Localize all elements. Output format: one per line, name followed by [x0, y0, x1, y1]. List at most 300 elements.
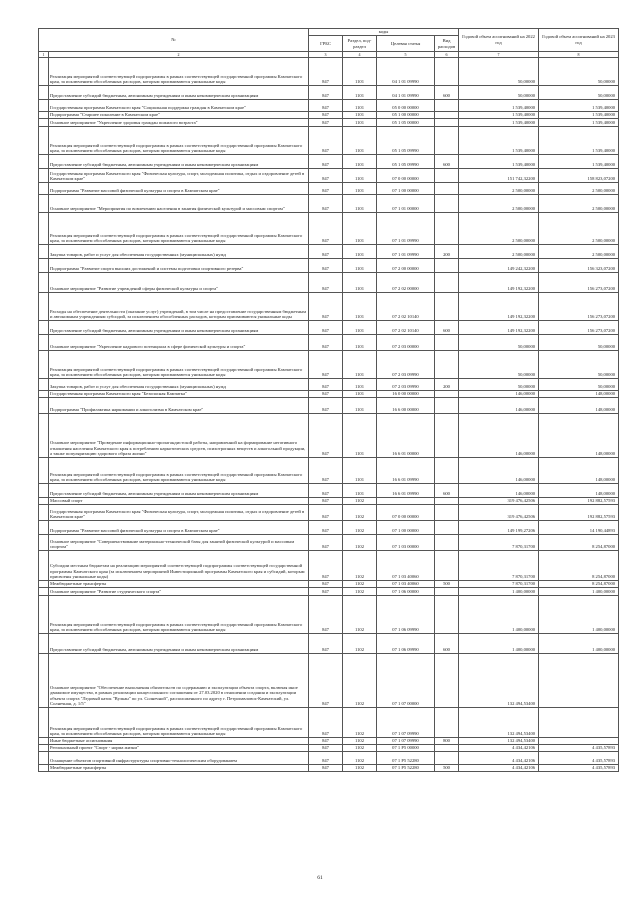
row-name-cell: Субсидии местным бюджетам на реализацию мероприятий соответствующей подпрограммы соответствующей государственной программы Камчатского края (за исключением мероприятий Инвестиционной программы Камчатского края и субсидий, которым присвоены уникальные коды) — [49, 551, 309, 581]
header-target: Целевая статья — [377, 36, 435, 52]
row-number-cell — [39, 391, 49, 398]
row-name-cell: Межбюджетные трансферты — [49, 581, 309, 588]
row-grbs-cell: 847 — [309, 498, 343, 505]
row-expense-type-cell — [435, 127, 459, 155]
row-volume-2023-cell — [539, 708, 619, 738]
row-name-cell: Основное мероприятие "Обеспечение выполнения обязательств по содержанию и эксплуатации объекта спорта, включая иное движимое имущество, в рамках реализации концессионного соглашения от 27.03.2020 в отношении создания и эксплуатации объекта спорта "Ледовый каток "Вулкан" по ул. Солнечной", расположенного по адресу г. Петропавловск-Камчатский, ул. Солнечная, д. 1/5" — [49, 654, 309, 708]
row-name-cell: Региональный проект "Спорт - норма жизни" — [49, 745, 309, 752]
row-number-cell — [39, 738, 49, 745]
row-volume-2022-cell: 132 494,53400 — [459, 708, 539, 738]
row-section-cell: 1101 — [343, 273, 377, 293]
row-grbs-cell: 847 — [309, 596, 343, 634]
row-volume-2023-cell: 1 539,40000 — [539, 127, 619, 155]
row-expense-type-cell — [435, 273, 459, 293]
row-name-cell: Основное мероприятие "Развитие студенческого спорта" — [49, 588, 309, 596]
row-volume-2023-cell: 2 500,00000 — [539, 213, 619, 245]
row-section-cell: 1101 — [343, 321, 377, 335]
row-name-cell: Массовый спорт — [49, 498, 309, 505]
row-name-cell: Предоставление субсидий бюджетным, автономным учреждениям и иным некоммерческим организациям — [49, 321, 309, 335]
row-volume-2022-cell: 149 242,32200 — [459, 259, 539, 273]
table-row — [39, 708, 619, 738]
row-expense-type-cell — [435, 259, 459, 273]
row-target-cell: 07 2 02 00000 — [377, 273, 435, 293]
row-volume-2023-cell: 50,00000 — [539, 58, 619, 86]
row-volume-2022-cell: 4 434,42106 — [459, 765, 539, 772]
row-number-cell — [39, 634, 49, 654]
row-number-cell — [39, 505, 49, 521]
row-grbs-cell: 847 — [309, 551, 343, 581]
row-grbs-cell: 847 — [309, 708, 343, 738]
row-volume-2023-cell: 1 539,40000 — [539, 112, 619, 119]
row-name-cell: Предоставление субсидий бюджетным, автономным учреждениям и иным некоммерческим организациям — [49, 634, 309, 654]
row-target-cell: 07 0 00 00000 — [377, 169, 435, 183]
row-expense-type-cell — [435, 708, 459, 738]
row-grbs-cell: 847 — [309, 58, 343, 86]
row-expense-type-cell — [435, 498, 459, 505]
table-row — [39, 213, 619, 245]
row-expense-type-cell: 600 — [435, 155, 459, 169]
row-number-cell — [39, 119, 49, 127]
row-expense-type-cell — [435, 505, 459, 521]
row-target-cell: 07 2 02 10140 — [377, 293, 435, 321]
row-volume-2023-cell: 2 500,00000 — [539, 195, 619, 213]
row-number-cell — [39, 58, 49, 86]
row-grbs-cell: 847 — [309, 321, 343, 335]
table-row — [39, 112, 619, 119]
row-name-cell: Основное мероприятие "Мероприятия по вовлечению населения в занятия физической культурой и массовым спортом" — [49, 195, 309, 213]
table-row — [39, 535, 619, 551]
table-row — [39, 169, 619, 183]
row-expense-type-cell: 600 — [435, 634, 459, 654]
row-volume-2022-cell: 132 494,53400 — [459, 654, 539, 708]
row-expense-type-cell — [435, 521, 459, 535]
row-name-cell: Государственная программа Камчатского края "Безопасная Камчатка" — [49, 391, 309, 398]
row-section-cell: 1101 — [343, 458, 377, 484]
row-name-cell: Подпрограмма "Развитие спорта высших достижений и системы подготовки спортивного резерва" — [49, 259, 309, 273]
row-target-cell: 07 1 03 40060 — [377, 581, 435, 588]
row-name-cell: Реализация мероприятий соответствующей подпрограммы в рамках соответствующей государственной программы Камчатского края, за исключением обособленных расходов, которым присваиваются уникальные коды — [49, 58, 309, 86]
row-volume-2023-cell: 192 882,57593 — [539, 505, 619, 521]
header-section: Раздел, под-раздел — [343, 36, 377, 52]
row-target-cell: 16 6 01 00000 — [377, 414, 435, 458]
row-grbs-cell: 847 — [309, 414, 343, 458]
row-volume-2022-cell: 7 870,31700 — [459, 551, 539, 581]
row-expense-type-cell: 600 — [435, 86, 459, 100]
row-volume-2023-cell: 156 273,07200 — [539, 273, 619, 293]
row-volume-2022-cell: 1 539,40000 — [459, 119, 539, 127]
row-name-cell: Основное мероприятие "Развитие учреждений сферы физической культуры и спорта" — [49, 273, 309, 293]
row-number-cell — [39, 100, 49, 112]
row-grbs-cell: 847 — [309, 745, 343, 752]
row-grbs-cell: 847 — [309, 155, 343, 169]
row-volume-2022-cell: 146,00000 — [459, 484, 539, 498]
row-grbs-cell: 847 — [309, 535, 343, 551]
row-name-cell: Предоставление субсидий бюджетным, автономным учреждениям и иным некоммерческим организациям — [49, 86, 309, 100]
row-target-cell: 07 1 00 00000 — [377, 521, 435, 535]
row-section-cell: 1101 — [343, 379, 377, 391]
row-section-cell: 1102 — [343, 535, 377, 551]
row-grbs-cell: 847 — [309, 588, 343, 596]
row-section-cell: 1102 — [343, 596, 377, 634]
header-volume-2023: Годовой объем ассигнований на 2023 год — [539, 29, 619, 52]
row-volume-2022-cell: 7 870,31700 — [459, 535, 539, 551]
row-volume-2022-cell: 1 539,40000 — [459, 155, 539, 169]
row-target-cell: 07 2 03 09990 — [377, 351, 435, 379]
row-volume-2022-cell: 1 400,00000 — [459, 588, 539, 596]
row-volume-2022-cell: 1 400,00000 — [459, 596, 539, 634]
index-cell: 3 — [309, 52, 343, 58]
row-name-cell: Предоставление субсидий бюджетным, автономным учреждениям и иным некоммерческим организациям — [49, 484, 309, 498]
row-volume-2023-cell: 1 539,40000 — [539, 155, 619, 169]
row-section-cell: 1101 — [343, 127, 377, 155]
row-name-cell: Подпрограмма "Старшее поколение в Камчатском крае" — [49, 112, 309, 119]
row-name-cell: Государственная программа Камчатского края "Социальная поддержка граждан в Камчатском крае" — [49, 100, 309, 112]
row-grbs-cell: 847 — [309, 752, 343, 765]
row-volume-2023-cell: 2 500,00000 — [539, 245, 619, 259]
row-volume-2022-cell: 4 434,42106 — [459, 752, 539, 765]
row-target-cell: 07 2 00 00000 — [377, 259, 435, 273]
row-section-cell: 1102 — [343, 521, 377, 535]
row-section-cell: 1102 — [343, 654, 377, 708]
row-volume-2022-cell: 149 199,27206 — [459, 521, 539, 535]
row-volume-2023-cell: 1 400,00000 — [539, 634, 619, 654]
row-grbs-cell: 847 — [309, 195, 343, 213]
row-expense-type-cell: 200 — [435, 379, 459, 391]
table-row — [39, 458, 619, 484]
row-expense-type-cell — [435, 112, 459, 119]
row-grbs-cell: 847 — [309, 183, 343, 195]
page-number: 61 — [317, 875, 323, 881]
row-volume-2023-cell: 14 190,44893 — [539, 521, 619, 535]
row-target-cell: 16 6 01 09990 — [377, 484, 435, 498]
table-row — [39, 596, 619, 634]
table-row — [39, 379, 619, 391]
table-row — [39, 745, 619, 752]
index-cell: 1 — [39, 52, 49, 58]
row-name-cell: Государственная программа Камчатского края "Физическая культура, спорт, молодежная политика, отдых и оздоровление детей в Камчатском крае" — [49, 169, 309, 183]
row-name-cell: Реализация мероприятий соответствующей подпрограммы в рамках соответствующей государственной программы Камчатского края, за исключением обособленных расходов, которым присваиваются уникальные коды — [49, 351, 309, 379]
row-section-cell: 1101 — [343, 213, 377, 245]
row-target-cell — [377, 498, 435, 505]
row-volume-2023-cell: 148,00000 — [539, 391, 619, 398]
row-number-cell — [39, 654, 49, 708]
row-number-cell — [39, 535, 49, 551]
row-volume-2022-cell: 50,00000 — [459, 351, 539, 379]
row-volume-2023-cell: 2 500,00000 — [539, 183, 619, 195]
row-target-cell: 07 1 01 09990 — [377, 213, 435, 245]
row-number-cell — [39, 293, 49, 321]
row-volume-2023-cell: 158 823,07200 — [539, 169, 619, 183]
row-section-cell: 1101 — [343, 398, 377, 414]
row-grbs-cell: 847 — [309, 521, 343, 535]
row-target-cell: 16 0 00 00000 — [377, 391, 435, 398]
row-name-cell: Основное мероприятие "Проведение информационно-пропагандистской работы, направленной на формирование негативного отношения населения Камчатского края к потреблению наркотических средств, психотропных веществ и алкогольной продукции, а также популяризацию здорового образа жизни" — [49, 414, 309, 458]
table-row — [39, 765, 619, 772]
row-expense-type-cell — [435, 551, 459, 581]
row-number-cell — [39, 398, 49, 414]
row-section-cell: 1101 — [343, 119, 377, 127]
row-volume-2022-cell: 149 192,32200 — [459, 273, 539, 293]
row-volume-2022-cell: 4 434,42106 — [459, 745, 539, 752]
row-grbs-cell: 847 — [309, 738, 343, 745]
row-expense-type-cell — [435, 119, 459, 127]
row-grbs-cell: 847 — [309, 765, 343, 772]
row-target-cell: 07 0 00 00000 — [377, 505, 435, 521]
row-name-cell: Закупка товаров, работ и услуг для обеспечения государственных (муниципальных) нужд — [49, 379, 309, 391]
row-name-cell: Основное мероприятие "Укрепление здоровья граждан пожилого возраста" — [49, 119, 309, 127]
row-number-cell — [39, 521, 49, 535]
row-volume-2022-cell: 151 742,32200 — [459, 169, 539, 183]
row-volume-2023-cell: 192 882,57593 — [539, 498, 619, 505]
row-number-cell — [39, 335, 49, 351]
row-number-cell — [39, 112, 49, 119]
row-section-cell: 1101 — [343, 155, 377, 169]
table-row — [39, 505, 619, 521]
row-number-cell — [39, 379, 49, 391]
budget-table — [38, 28, 619, 772]
row-target-cell: 07 1 06 09990 — [377, 596, 435, 634]
row-target-cell: 07 1 P5 52280 — [377, 765, 435, 772]
row-expense-type-cell — [435, 100, 459, 112]
row-name-cell: Подпрограмма "Развитие массовой физической культуры и спорта в Камчатском крае" — [49, 183, 309, 195]
row-name-cell: Реализация мероприятий соответствующей подпрограммы в рамках соответствующей государственной программы Камчатского края, за исключением обособленных расходов, которым присваиваются уникальные коды — [49, 458, 309, 484]
row-volume-2023-cell: 148,00000 — [539, 484, 619, 498]
row-volume-2022-cell: 50,00000 — [459, 58, 539, 86]
table-row — [39, 119, 619, 127]
row-section-cell: 1102 — [343, 551, 377, 581]
row-volume-2023-cell: 8 254,87000 — [539, 581, 619, 588]
row-target-cell: 07 1 03 00000 — [377, 535, 435, 551]
row-target-cell: 04 1 01 09990 — [377, 58, 435, 86]
row-section-cell: 1102 — [343, 738, 377, 745]
row-target-cell: 07 1 P5 00000 — [377, 745, 435, 752]
row-expense-type-cell — [435, 654, 459, 708]
table-row — [39, 245, 619, 259]
row-section-cell: 1101 — [343, 351, 377, 379]
table-row — [39, 127, 619, 155]
row-target-cell: 07 1 07 09990 — [377, 738, 435, 745]
row-section-cell: 1101 — [343, 169, 377, 183]
table-row — [39, 183, 619, 195]
table-row — [39, 414, 619, 458]
table-row — [39, 498, 619, 505]
table-row — [39, 351, 619, 379]
row-target-cell: 07 1 07 09990 — [377, 708, 435, 738]
row-number-cell — [39, 195, 49, 213]
table-row — [39, 654, 619, 708]
row-number-cell — [39, 86, 49, 100]
row-expense-type-cell: 500 — [435, 765, 459, 772]
row-expense-type-cell — [435, 213, 459, 245]
row-section-cell: 1101 — [343, 414, 377, 458]
row-target-cell: 04 1 01 09990 — [377, 86, 435, 100]
row-target-cell: 07 1 01 09990 — [377, 245, 435, 259]
row-expense-type-cell — [435, 745, 459, 752]
row-number-cell — [39, 551, 49, 581]
row-number-cell — [39, 169, 49, 183]
row-grbs-cell: 847 — [309, 293, 343, 321]
row-expense-type-cell — [435, 588, 459, 596]
row-number-cell — [39, 708, 49, 738]
row-name-cell: Основное мероприятие "Совершенствование материально-технической базы для занятий физической культурой и массовым спортом" — [49, 535, 309, 551]
header-codes: коды — [309, 29, 459, 36]
row-expense-type-cell — [435, 391, 459, 398]
row-number-cell — [39, 588, 49, 596]
row-volume-2023-cell: 4 435,57893 — [539, 765, 619, 772]
row-grbs-cell: 847 — [309, 273, 343, 293]
row-name-cell: Реализация мероприятий соответствующей подпрограммы в рамках соответствующей государственной программы Камчатского края, за исключением обособленных расходов, которым присваиваются уникальные коды — [49, 596, 309, 634]
row-grbs-cell: 847 — [309, 245, 343, 259]
row-expense-type-cell: 600 — [435, 484, 459, 498]
row-volume-2023-cell: 4 435,57893 — [539, 752, 619, 765]
table-row — [39, 195, 619, 213]
row-grbs-cell: 847 — [309, 391, 343, 398]
row-grbs-cell: 847 — [309, 335, 343, 351]
row-volume-2022-cell: 146,00000 — [459, 414, 539, 458]
row-section-cell: 1101 — [343, 86, 377, 100]
row-number-cell — [39, 414, 49, 458]
row-target-cell: 07 1 01 00000 — [377, 195, 435, 213]
row-volume-2022-cell: 2 500,00000 — [459, 213, 539, 245]
row-target-cell: 07 1 07 00000 — [377, 654, 435, 708]
row-grbs-cell: 847 — [309, 169, 343, 183]
header-expense-type: Вид расходов — [435, 36, 459, 52]
row-volume-2023-cell: 156 273,07200 — [539, 293, 619, 321]
row-number-cell — [39, 484, 49, 498]
row-name-cell: Закупка товаров, работ и услуг для обеспечения государственных (муниципальных) нужд — [49, 245, 309, 259]
row-section-cell: 1101 — [343, 484, 377, 498]
row-expense-type-cell — [435, 58, 459, 86]
row-name-cell: Расходы на обеспечение деятельности (оказание услуг) учреждений, в том числе на предоставление государственным бюджетным и автономным учреждениям субсидий, за исключением обособленных расходов, которым присваиваются уникальные коды — [49, 293, 309, 321]
row-number-cell — [39, 752, 49, 765]
row-expense-type-cell — [435, 596, 459, 634]
row-target-cell: 16 6 01 09990 — [377, 458, 435, 484]
table-row — [39, 484, 619, 498]
row-volume-2022-cell: 149 192,32200 — [459, 293, 539, 321]
row-name-cell: Основное мероприятие "Укрепление кадрового потенциала в сфере физической культуры и спорта" — [49, 335, 309, 351]
row-volume-2023-cell: 8 254,87000 — [539, 551, 619, 581]
header-number: № — [39, 29, 309, 52]
row-volume-2022-cell: 319 476,42506 — [459, 498, 539, 505]
row-grbs-cell: 847 — [309, 484, 343, 498]
row-expense-type-cell — [435, 398, 459, 414]
row-section-cell: 1102 — [343, 752, 377, 765]
row-name-cell: Предоставление субсидий бюджетным, автономным учреждениям и иным некоммерческим организациям — [49, 155, 309, 169]
row-name-cell: Иные бюджетные ассигнования — [49, 738, 309, 745]
row-grbs-cell: 847 — [309, 86, 343, 100]
row-volume-2022-cell: 2 500,00000 — [459, 183, 539, 195]
table-row — [39, 155, 619, 169]
row-number-cell — [39, 127, 49, 155]
row-section-cell: 1102 — [343, 505, 377, 521]
row-grbs-cell: 847 — [309, 458, 343, 484]
row-grbs-cell: 847 — [309, 112, 343, 119]
row-section-cell: 1101 — [343, 245, 377, 259]
row-name-cell: Межбюджетные трансферты — [49, 765, 309, 772]
row-volume-2022-cell: 1 400,00000 — [459, 634, 539, 654]
row-volume-2023-cell: 1 400,00000 — [539, 588, 619, 596]
row-section-cell: 1101 — [343, 259, 377, 273]
index-cell: 2 — [49, 52, 309, 58]
row-target-cell: 16 6 00 00000 — [377, 398, 435, 414]
row-volume-2023-cell: 50,00000 — [539, 86, 619, 100]
row-section-cell: 1102 — [343, 498, 377, 505]
row-volume-2022-cell: 50,00000 — [459, 335, 539, 351]
row-grbs-cell: 847 — [309, 654, 343, 708]
row-expense-type-cell — [435, 414, 459, 458]
table-row — [39, 259, 619, 273]
row-target-cell: 05 1 05 09990 — [377, 155, 435, 169]
row-section-cell: 1101 — [343, 112, 377, 119]
row-volume-2022-cell: 146,00000 — [459, 398, 539, 414]
row-number-cell — [39, 458, 49, 484]
row-name-cell: Подпрограмма "Развитие массовой физической культуры и спорта в Камчатском крае" — [49, 521, 309, 535]
row-number-cell — [39, 745, 49, 752]
row-number-cell — [39, 183, 49, 195]
row-expense-type-cell — [435, 458, 459, 484]
table-row — [39, 551, 619, 581]
header-volume-2022: Годовой объем ассигнований на 2022 год — [459, 29, 539, 52]
row-volume-2023-cell: 50,00000 — [539, 351, 619, 379]
row-name-cell: Реализация мероприятий соответствующей подпрограммы в рамках соответствующей государственной программы Камчатского края, за исключением обособленных расходов, которым присваиваются уникальные коды — [49, 708, 309, 738]
row-section-cell: 1102 — [343, 765, 377, 772]
row-volume-2023-cell: 1 400,00000 — [539, 596, 619, 634]
row-target-cell: 07 2 03 09990 — [377, 379, 435, 391]
row-number-cell — [39, 273, 49, 293]
row-volume-2023-cell: 1 539,40000 — [539, 100, 619, 112]
table-row — [39, 391, 619, 398]
row-number-cell — [39, 321, 49, 335]
row-volume-2023-cell: 156 323,07200 — [539, 259, 619, 273]
table-row — [39, 86, 619, 100]
table-row — [39, 335, 619, 351]
row-number-cell — [39, 765, 49, 772]
row-expense-type-cell — [435, 535, 459, 551]
table-row — [39, 321, 619, 335]
row-grbs-cell: 847 — [309, 379, 343, 391]
row-volume-2023-cell: 50,00000 — [539, 379, 619, 391]
row-grbs-cell: 847 — [309, 398, 343, 414]
index-cell: 5 — [377, 52, 435, 58]
row-expense-type-cell — [435, 195, 459, 213]
table-row — [39, 273, 619, 293]
row-grbs-cell: 847 — [309, 119, 343, 127]
row-volume-2022-cell: 1 539,40000 — [459, 127, 539, 155]
row-target-cell: 05 1 05 09990 — [377, 127, 435, 155]
table-row — [39, 58, 619, 86]
row-section-cell: 1101 — [343, 195, 377, 213]
row-volume-2022-cell: 2 500,00000 — [459, 195, 539, 213]
table-row — [39, 588, 619, 596]
row-volume-2022-cell: 149 192,32200 — [459, 321, 539, 335]
row-volume-2022-cell: 132 494,53400 — [459, 738, 539, 745]
row-number-cell — [39, 259, 49, 273]
row-number-cell — [39, 155, 49, 169]
table-row — [39, 738, 619, 745]
row-volume-2022-cell: 2 500,00000 — [459, 245, 539, 259]
row-grbs-cell: 847 — [309, 351, 343, 379]
row-expense-type-cell: 200 — [435, 245, 459, 259]
row-number-cell — [39, 245, 49, 259]
row-number-cell — [39, 498, 49, 505]
row-section-cell: 1102 — [343, 708, 377, 738]
row-target-cell: 05 1 00 00000 — [377, 112, 435, 119]
row-section-cell: 1102 — [343, 581, 377, 588]
index-cell: 6 — [435, 52, 459, 58]
row-volume-2022-cell: 7 870,31700 — [459, 581, 539, 588]
row-section-cell: 1101 — [343, 335, 377, 351]
row-target-cell: 07 1 03 40060 — [377, 551, 435, 581]
